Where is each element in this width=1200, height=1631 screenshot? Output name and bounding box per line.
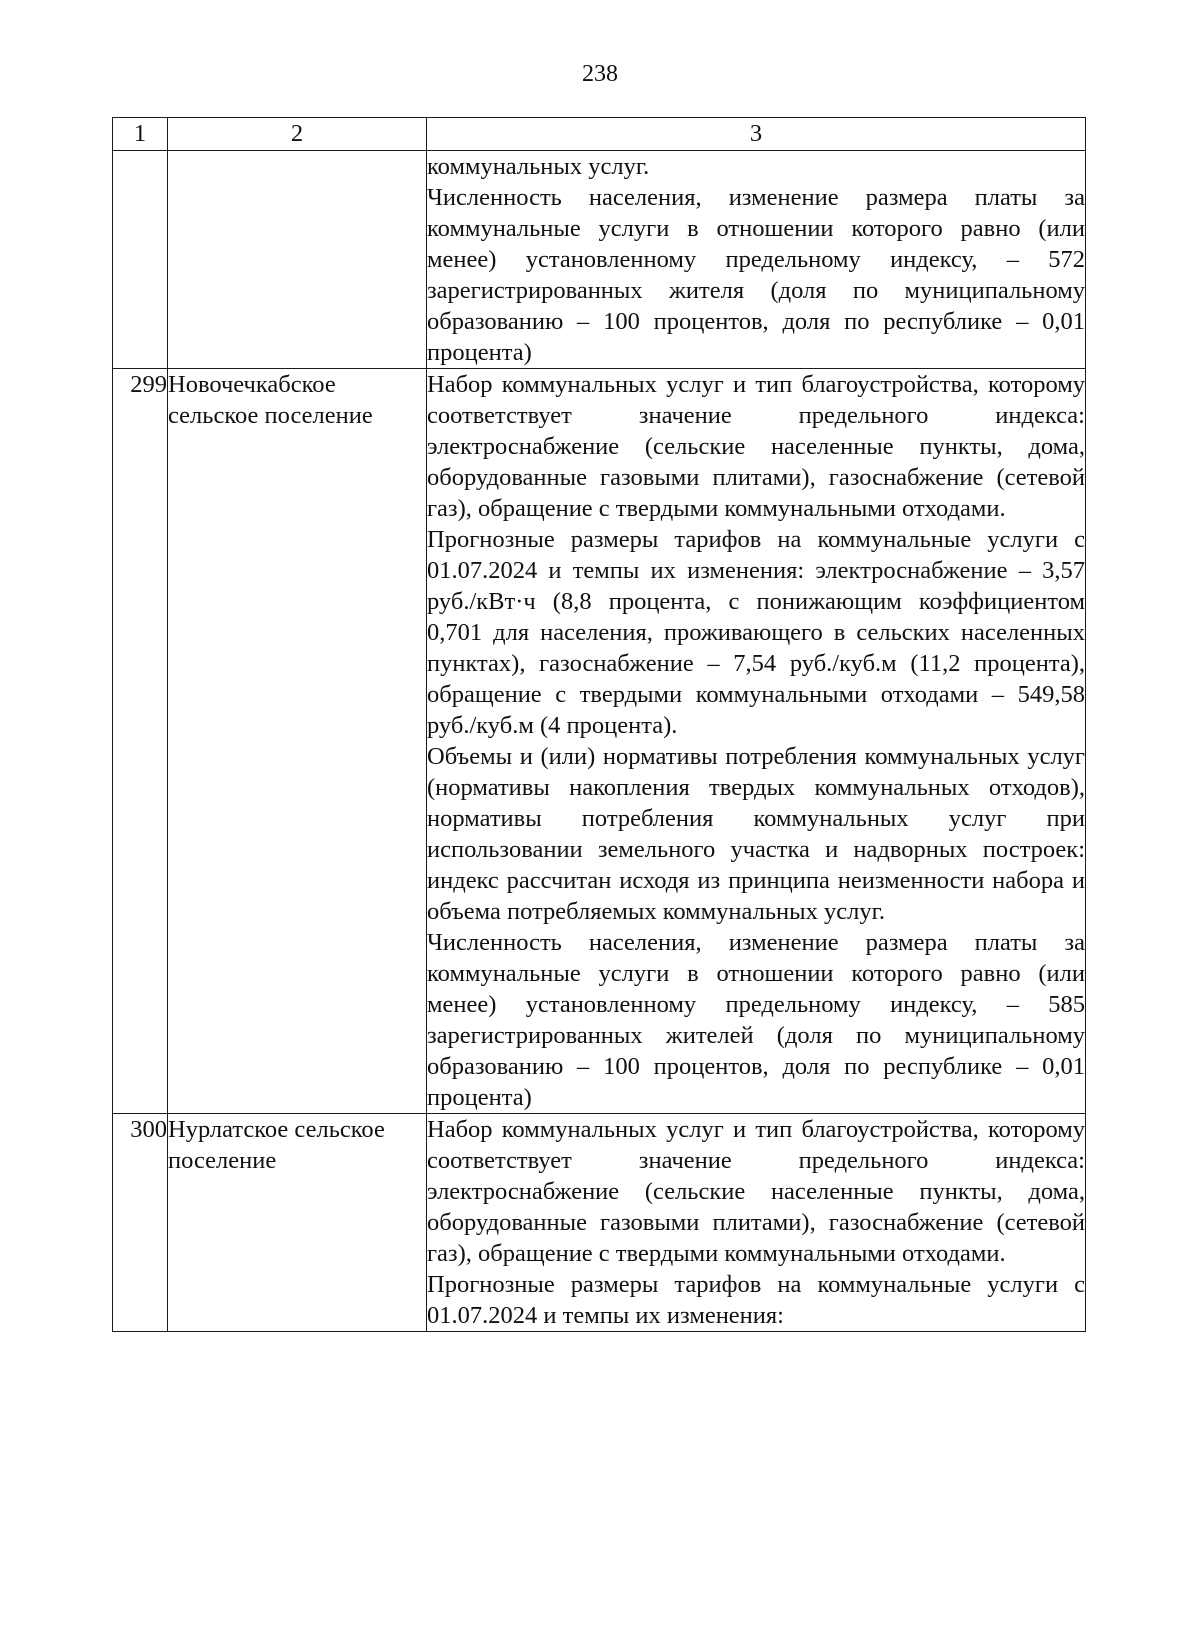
municipality-name: Новочечкабское сельское поселение bbox=[168, 369, 427, 1114]
table-row-300 bbox=[113, 1114, 1086, 1332]
content-paragraph: Объемы и (или) нормативы потребления коммунальных услуг (нормативы накопления твердых коммунальных отходов), нормативы потребления коммунальных услуг при использовании земельного участка и надворных построек: индекс рассчитан исходя из принципа неизменности набора и объема потребляемых коммунальных услуг. bbox=[427, 743, 1085, 925]
column-header-3: 3 bbox=[427, 118, 1086, 151]
row-content bbox=[427, 1114, 1086, 1332]
municipality-name: Нурлатское сельское поселение bbox=[168, 1114, 427, 1332]
column-header-2: 2 bbox=[168, 118, 427, 151]
column-header-1: 1 bbox=[113, 118, 168, 151]
content-paragraph: Прогнозные размеры тарифов на коммунальные услуги с 01.07.2024 и темпы их изменения: электроснабжение – 3,57 руб./кВт·ч (8,8 процента, с понижающим коэффициентом 0,701 для населения, проживающего в сельских населенных пунктах), газоснабжение – 7,54 руб./куб.м (11,2 процента), обращение с твердыми коммунальными отходами – 549,58 руб./куб.м (4 процента). bbox=[427, 526, 1085, 739]
content-paragraph: Численность населения, изменение размера платы за коммунальные услуги в отношении которого равно (или менее) установленному предельному индексу, – 572 зарегистрированных жителя (доля по муниципальному образованию – 100 процентов, доля по республике – 0,01 процента) bbox=[427, 184, 1085, 366]
page-number: 238 bbox=[582, 61, 618, 87]
content-paragraph: Набор коммунальных услуг и тип благоустройства, которому соответствует значение предельного индекса: электроснабжение (сельские населенные пункты, дома, оборудованные газовыми плитами), газоснабжение (сетевой газ), обращение с твердыми коммунальными отходами. bbox=[427, 371, 1085, 522]
municipality-name bbox=[168, 151, 427, 369]
row-number: 300 bbox=[113, 1114, 168, 1332]
tariff-table bbox=[112, 117, 1086, 1332]
row-number bbox=[113, 151, 168, 369]
row-number: 299 bbox=[113, 369, 168, 1114]
content-paragraph: Численность населения, изменение размера платы за коммунальные услуги в отношении которого равно (или менее) установленному предельному индексу, – 585 зарегистрированных жителей (доля по муниципальному образованию – 100 процентов, доля по республике – 0,01 процента) bbox=[427, 929, 1085, 1111]
row-content bbox=[427, 369, 1086, 1114]
table-row-299 bbox=[113, 369, 1086, 1114]
row-content bbox=[427, 151, 1086, 369]
table-header-row bbox=[113, 118, 1086, 151]
table-row-continuation bbox=[113, 151, 1086, 369]
content-paragraph: коммунальных услуг. bbox=[427, 153, 650, 180]
content-paragraph: Набор коммунальных услуг и тип благоустройства, которому соответствует значение предельного индекса: электроснабжение (сельские населенные пункты, дома, оборудованные газовыми плитами), газоснабжение (сетевой газ), обращение с твердыми коммунальными отходами. bbox=[427, 1116, 1085, 1267]
content-paragraph: Прогнозные размеры тарифов на коммунальные услуги с 01.07.2024 и темпы их изменения: bbox=[427, 1271, 1085, 1329]
